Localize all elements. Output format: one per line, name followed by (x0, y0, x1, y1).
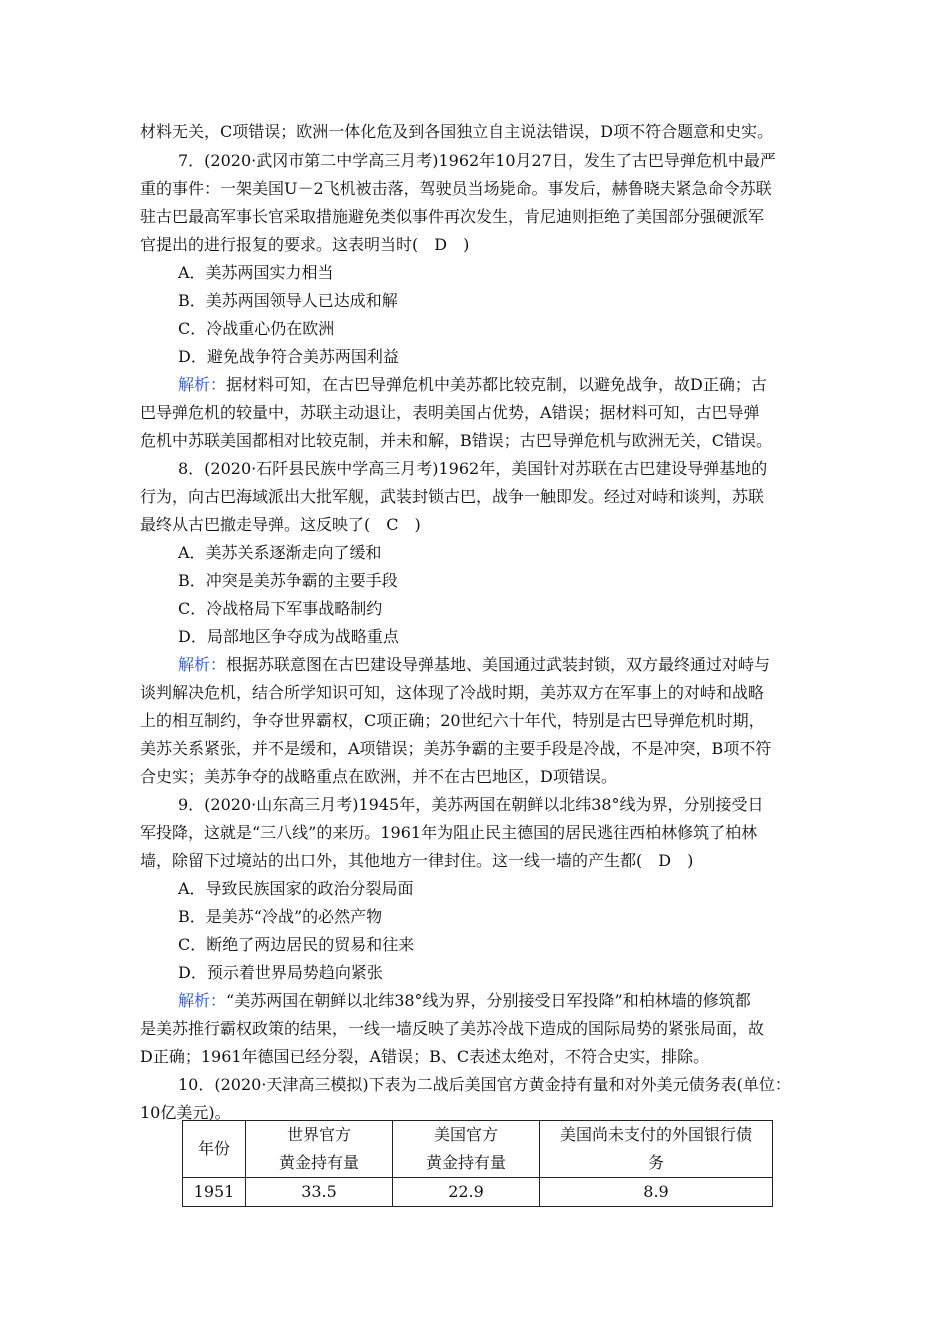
text-line: 10亿美元)。 (140, 1103, 231, 1122)
text-line: 美苏关系紧张，并不是缓和，A项错误；美苏争霸的主要手段是冷战，不是冲突，B项不符 (140, 739, 772, 758)
cell-year: 1951 (183, 1178, 246, 1207)
option-c: C．冷战格局下军事战略制约 (178, 599, 383, 618)
option-a: A．导致民族国家的政治分裂局面 (178, 879, 414, 898)
header-us-gold: 美国官方 黄金持有量 (393, 1121, 540, 1178)
question-10-line: 10．(2020·天津高三模拟)下表为二战后美国官方黄金持有量和对外美元债务表(单位： (178, 1075, 791, 1094)
cell-us-gold: 22.9 (393, 1178, 540, 1207)
header-world-gold: 世界官方 黄金持有量 (246, 1121, 393, 1178)
question-9-line: 9．(2020·山东高三月考)1945年，美苏两国在朝鲜以北纬38°线为界，分别接受日 (178, 795, 764, 814)
question-7-line: 7．(2020·武冈市第二中学高三月考)1962年10月27日，发生了古巴导弹危机中最严 (178, 151, 776, 170)
analysis-8: 解析：根据苏联意图在古巴建设导弹基地、美国通过武装封锁，双方最终通过对峙与 (178, 655, 771, 674)
text-line: 最终从古巴撤走导弹。这反映了( C ) (140, 515, 421, 534)
analysis-7: 解析：据材料可知，在古巴导弹危机中美苏都比较克制，以避免战争，故D正确；古 (178, 375, 767, 394)
cell-world-gold: 33.5 (246, 1178, 393, 1207)
option-d: D．局部地区争夺成为战略重点 (178, 627, 399, 646)
text-line: 驻古巴最高军事长官采取措施避免类似事件再次发生，肯尼迪则拒绝了美国部分强硬派军 (140, 207, 765, 226)
text-line: 巴导弹危机的较量中，苏联主动退让，表明美国占优势，A错误；据材料可知，古巴导弹 (140, 403, 760, 422)
header-year: 年份 (183, 1121, 246, 1178)
table-header-row (183, 1121, 773, 1178)
text-line: 墙，除留下过境站的出口外，其他地方一律封住。这一线一墙的产生都( D ) (140, 851, 694, 870)
analysis-label: 解析： (178, 991, 227, 1010)
text-line: 行为，向古巴海域派出大批军舰，武装封锁古巴，战争一触即发。经过对峙和谈判，苏联 (140, 487, 765, 506)
text-line: D正确；1961年德国已经分裂，A错误；B、C表述太绝对，不符合史实，排除。 (140, 1047, 710, 1066)
option-c: C．断绝了两边居民的贸易和往来 (178, 935, 415, 954)
text-line: 危机中苏联美国都相对比较克制，并未和解，B错误；古巴导弹危机与欧洲无关，C错误。 (140, 431, 773, 450)
header-us-debt: 美国尚未支付的外国银行债 务 (540, 1121, 773, 1178)
text-line: 谈判解决危机，结合所学知识可知，这体现了冷战时期，美苏双方在军事上的对峙和战略 (140, 683, 765, 702)
option-b: B．冲突是美苏争霸的主要手段 (178, 571, 398, 590)
cell-us-debt: 8.9 (540, 1178, 773, 1207)
gold-debt-table (182, 1120, 773, 1207)
option-b: B．美苏两国领导人已达成和解 (178, 291, 398, 310)
analysis-9: 解析：“美苏两国在朝鲜以北纬38°线为界，分别接受日军投降”和柏林墙的修筑都 (178, 991, 751, 1010)
table-row (183, 1178, 773, 1207)
analysis-label: 解析： (178, 655, 227, 674)
option-a: A．美苏关系逐渐走向了缓和 (178, 543, 382, 562)
text-line: 重的事件：一架美国U－2飞机被击落，驾驶员当场毙命。事发后，赫鲁晓夫紧急命令苏联 (140, 179, 772, 198)
option-d: D．预示着世界局势趋向紧张 (178, 963, 383, 982)
text-line: 是美苏推行霸权政策的结果，一线一墙反映了美苏冷战下造成的国际局势的紧张局面，故 (140, 1019, 765, 1038)
analysis-label: 解析： (178, 375, 227, 394)
text-line: 合史实；美苏争夺的战略重点在欧洲，并不在古巴地区，D项错误。 (140, 767, 617, 786)
text-line: 材料无关，C项错误；欧洲一体化危及到各国独立自主说法错误，D项不符合题意和史实。 (140, 122, 774, 141)
option-c: C．冷战重心仍在欧洲 (178, 319, 335, 338)
option-b: B．是美苏“冷战”的必然产物 (178, 907, 383, 926)
text-line: 军投降，这就是“三八线”的来历。1961年为阻止民主德国的居民逃往西柏林修筑了柏林 (140, 823, 758, 842)
text-line: 官提出的进行报复的要求。这表明当时( D ) (140, 235, 470, 254)
question-8-line: 8．(2020·石阡县民族中学高三月考)1962年，美国针对苏联在古巴建设导弹基地的 (178, 459, 768, 478)
option-d: D．避免战争符合美苏两国利益 (178, 347, 399, 366)
text-line: 上的相互制约，争夺世界霸权，C项正确；20世纪六十年代，特别是古巴导弹危机时期， (140, 711, 765, 730)
option-a: A．美苏两国实力相当 (178, 263, 334, 282)
